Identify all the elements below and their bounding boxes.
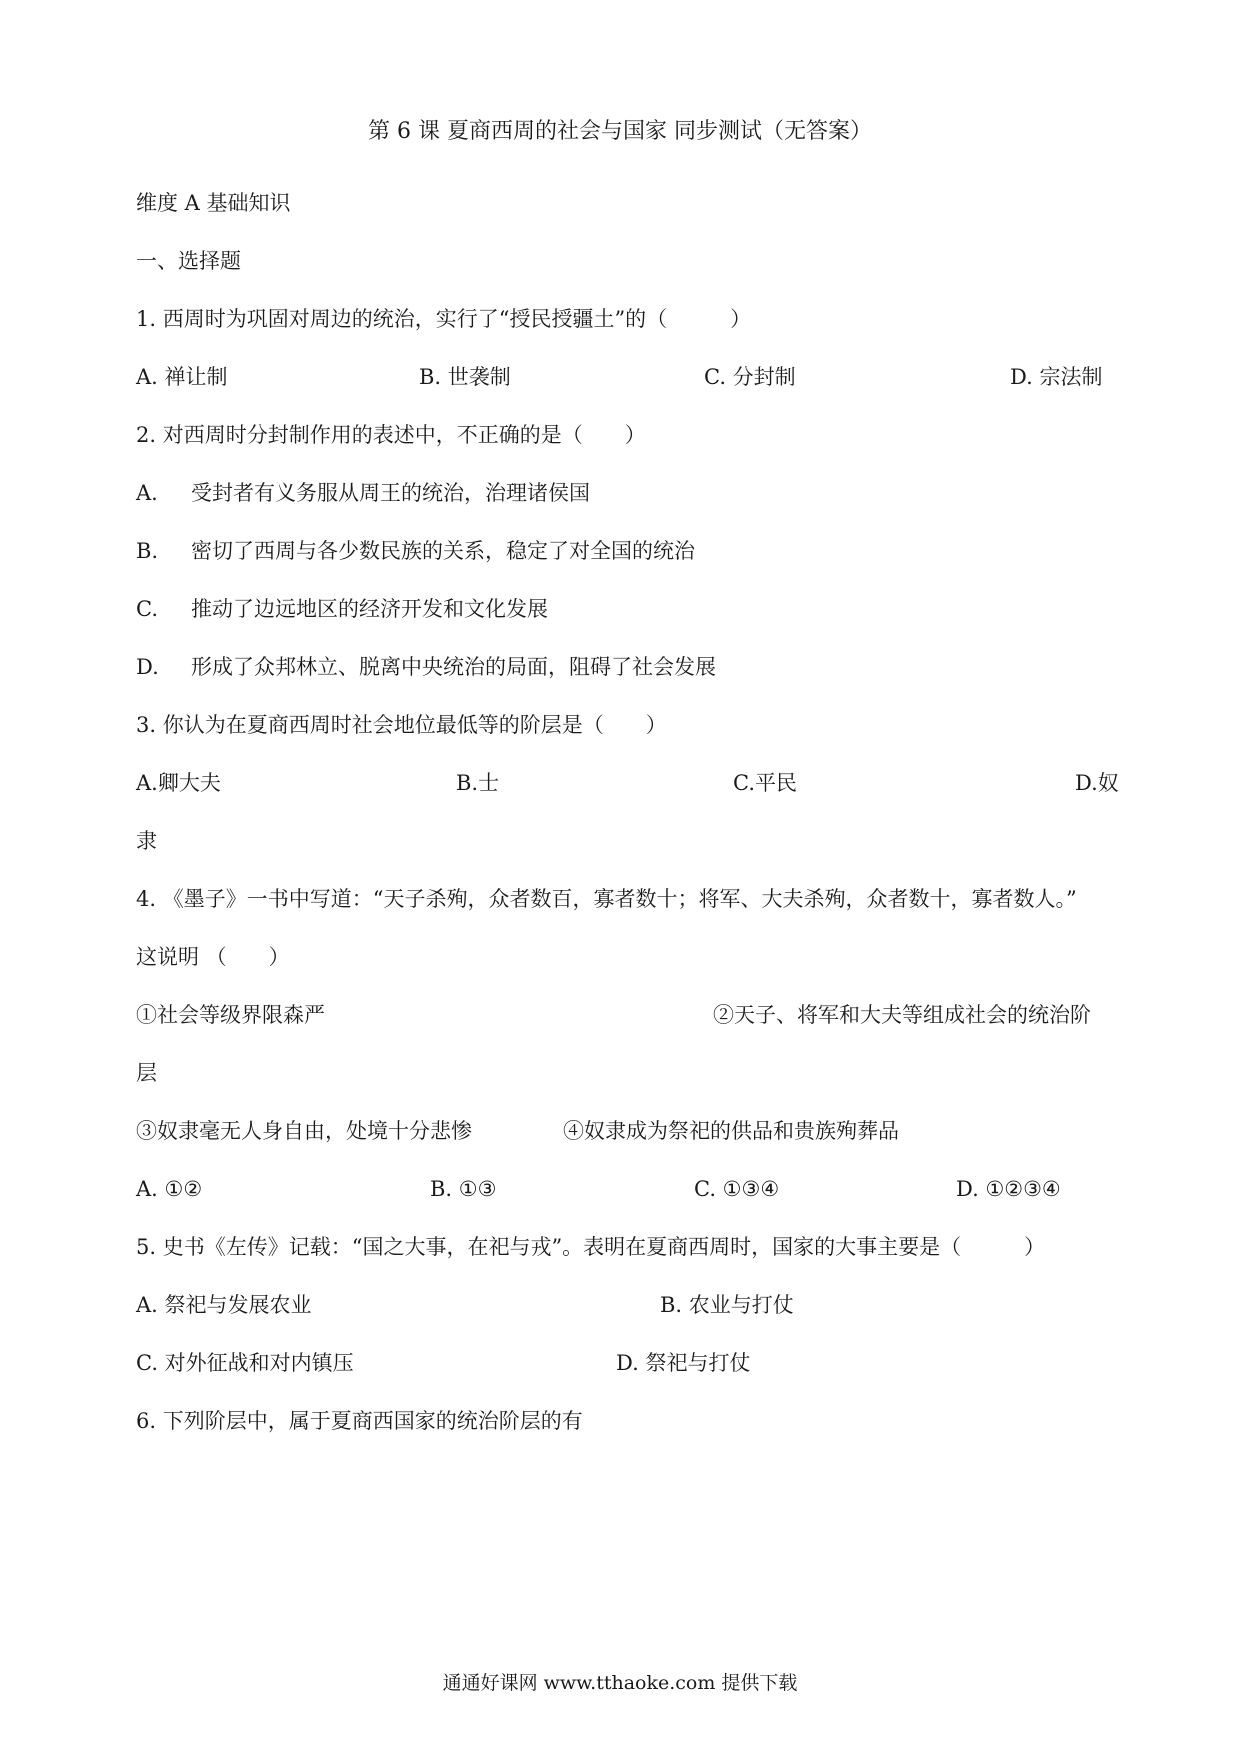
question-5-option-b: B. 农业与打仗 bbox=[660, 1293, 794, 1317]
question-5-stem: 5. 史书《左传》记载：“国之大事，在祀与戎”。表明在夏商西周时，国家的大事主要是（ ） bbox=[136, 1235, 1046, 1259]
question-2-letter-d: D. bbox=[136, 655, 159, 679]
question-3-stem: 3. 你认为在夏商西周时社会地位最低等的阶层是（ ） bbox=[136, 713, 667, 737]
question-3-option-a: A.卿大夫 bbox=[136, 771, 221, 795]
question-5-option-d: D. 祭祀与打仗 bbox=[616, 1351, 751, 1375]
question-4-stem: 4. 《墨子》一书中写道：“天子杀殉，众者数百，寡者数十；将军、大夫杀殉，众者数十，寡者数人。” bbox=[136, 887, 1077, 911]
question-2-option-b: 密切了西周与各少数民族的关系，稳定了对全国的统治 bbox=[191, 539, 695, 563]
question-3-option-d: D.奴 bbox=[1075, 771, 1119, 795]
question-2-option-d: 形成了众邦林立、脱离中央统治的局面，阻碍了社会发展 bbox=[191, 655, 716, 679]
question-2-letter-a: A. bbox=[136, 481, 158, 505]
question-2-option-c: 推动了边远地区的经济开发和文化发展 bbox=[191, 597, 548, 621]
question-4-statement-1: ①社会等级界限森严 bbox=[136, 1003, 325, 1027]
page-title: 第 6 课 夏商西周的社会与国家 同步测试（无答案） bbox=[368, 119, 872, 144]
part-heading: 一、选择题 bbox=[136, 249, 241, 273]
question-5-option-c: C. 对外征战和对内镇压 bbox=[136, 1351, 354, 1375]
question-6-stem: 6. 下列阶层中，属于夏商西国家的统治阶层的有 bbox=[136, 1409, 583, 1433]
question-4-statement-2: ②天子、将军和大夫等组成社会的统治阶 bbox=[713, 1003, 1091, 1027]
question-3-option-b: B.士 bbox=[456, 771, 500, 795]
question-2-letter-c: C. bbox=[136, 597, 158, 621]
question-1-option-c: C. 分封制 bbox=[704, 365, 796, 389]
question-2-stem: 2. 对西周时分封制作用的表述中，不正确的是（ ） bbox=[136, 423, 646, 447]
question-4-stem-continued: 这说明 （ ） bbox=[136, 945, 290, 969]
question-5-option-a: A. 祭祀与发展农业 bbox=[136, 1293, 312, 1317]
section-heading: 维度 A 基础知识 bbox=[136, 191, 291, 215]
page-footer: 通通好课网 www.tthaoke.com 提供下载 bbox=[442, 1672, 798, 1694]
question-3-option-d-wrap: 隶 bbox=[136, 829, 157, 853]
question-4-option-a: A. ①② bbox=[136, 1177, 203, 1201]
question-2-letter-b: B. bbox=[136, 539, 159, 563]
question-1-option-b: B. 世袭制 bbox=[419, 365, 511, 389]
question-4-option-b: B. ①③ bbox=[430, 1177, 497, 1201]
question-3-option-c: C.平民 bbox=[733, 771, 797, 795]
question-1-option-d: D. 宗法制 bbox=[1010, 365, 1103, 389]
question-4-option-c: C. ①③④ bbox=[694, 1177, 780, 1201]
question-4-statement-3: ③奴隶毫无人身自由，处境十分悲惨 bbox=[136, 1119, 472, 1143]
question-1-stem: 1. 西周时为巩固对周边的统治，实行了“授民授疆土”的（ ） bbox=[136, 307, 752, 331]
question-4-statement-4: ④奴隶成为祭祀的供品和贵族殉葬品 bbox=[563, 1119, 899, 1143]
question-2-option-a: 受封者有义务服从周王的统治，治理诸侯国 bbox=[191, 481, 590, 505]
question-1-option-a: A. 禅让制 bbox=[136, 365, 228, 389]
question-4-statement-2-wrap: 层 bbox=[136, 1061, 157, 1085]
question-4-option-d: D. ①②③④ bbox=[956, 1177, 1061, 1201]
